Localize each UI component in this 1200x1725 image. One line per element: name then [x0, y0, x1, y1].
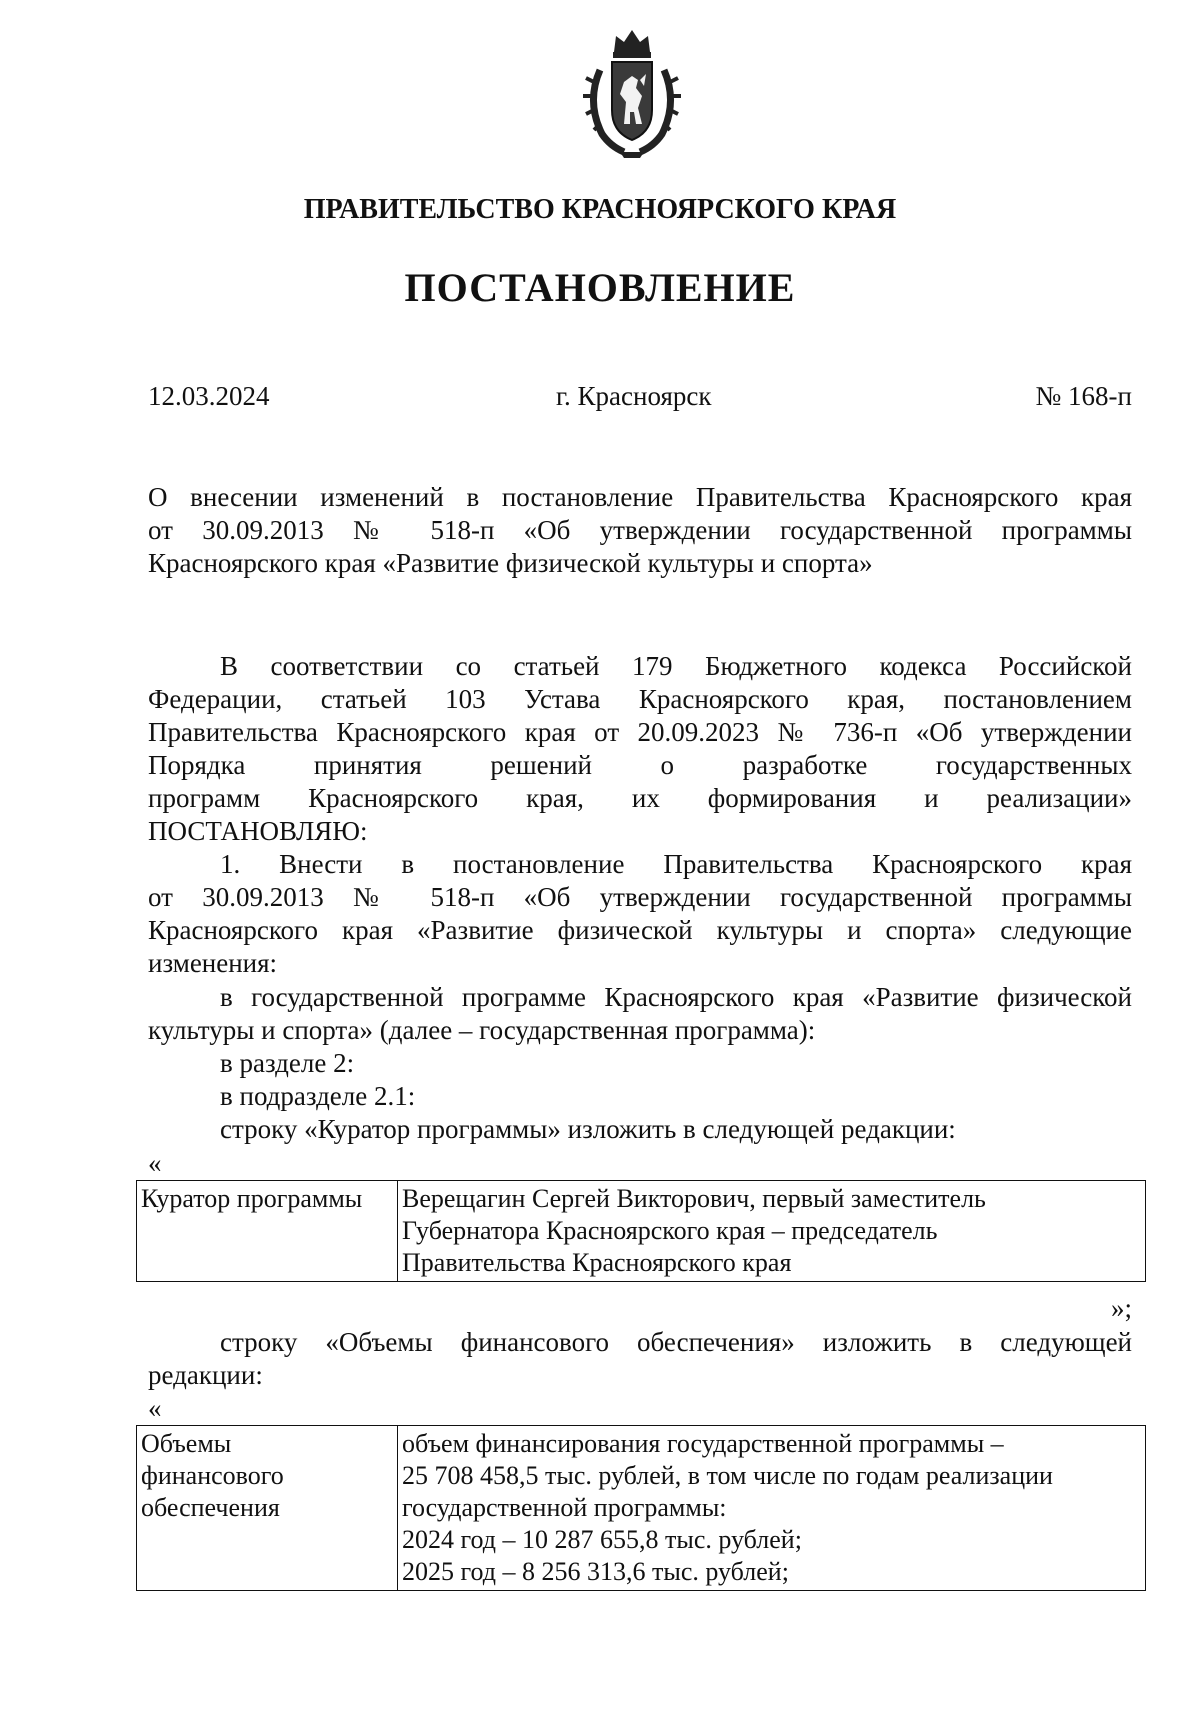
curator-value [398, 1181, 1146, 1282]
curator-value-line: Губернатора Красноярского края – председатель [402, 1216, 938, 1245]
funding-intro-line: редакции: [148, 1360, 263, 1390]
document-city: г. Красноярск [556, 381, 712, 411]
item-1-line: 1. Внести в постановление Правительства Красноярского края [220, 849, 1132, 879]
funding-label [137, 1426, 398, 1591]
item-1-line: изменения: [148, 948, 278, 978]
curator-intro: строку «Куратор программы» изложить в следующей редакции: [220, 1114, 956, 1144]
table-row [137, 1181, 1146, 1282]
coat-of-arms-icon [580, 22, 684, 160]
open-quote: « [148, 1148, 162, 1178]
preamble-line: программ Красноярского края, их формирования и реализации» [148, 783, 1132, 813]
curator-value-line: Правительства Красноярского края [402, 1248, 792, 1277]
title-line: О внесении изменений в постановление Правительства Красноярского края [148, 482, 1132, 512]
document-title [148, 481, 1132, 580]
funding-value-line: 2025 год – 8 256 313,6 тыс. рублей; [402, 1557, 789, 1586]
title-line: от 30.09.2013 № 518-п «Об утверждении государственной программы [148, 515, 1132, 545]
funding-table [136, 1425, 1146, 1591]
curator-label: Куратор программы [137, 1181, 398, 1282]
document-type: ПОСТАНОВЛЕНИЕ [404, 265, 796, 310]
funding-label-line: финансового [141, 1461, 284, 1490]
preamble-line: Порядка принятия решений о разработке государственных [148, 750, 1132, 780]
curator-value-line: Верещагин Сергей Викторович, первый заместитель [402, 1184, 986, 1213]
preamble-line: Правительства Красноярского края от 20.09.2023 № 736-п «Об утверждении [148, 717, 1132, 747]
funding-value-line: 2024 год – 10 287 655,8 тыс. рублей; [402, 1525, 802, 1554]
section-line: в разделе 2: [220, 1048, 355, 1078]
funding-value-line: государственной программы: [402, 1493, 727, 1522]
funding-intro [148, 1326, 1132, 1392]
preamble-line: ПОСТАНОВЛЯЮ: [148, 816, 368, 846]
subsection-line: в подразделе 2.1: [220, 1081, 416, 1111]
item-1-line: Красноярского края «Развитие физической культуры и спорта» следующие [148, 915, 1132, 945]
close-quote: »; [1110, 1293, 1132, 1323]
table-row [137, 1426, 1146, 1591]
preamble-line: В соответствии со статьей 179 Бюджетного кодекса Российской [220, 651, 1132, 681]
program-line: в государственной программе Красноярского края «Развитие физической [220, 982, 1132, 1012]
title-line: Красноярского края «Развитие физической культуры и спорта» [148, 548, 873, 578]
funding-value-line: 25 708 458,5 тыс. рублей, в том числе по годам реализации [402, 1461, 1053, 1490]
program-amendment [148, 981, 1132, 1146]
organization-title: ПРАВИТЕЛЬСТВО КРАСНОЯРСКОГО КРАЯ [303, 194, 897, 225]
preamble-line: Федерации, статьей 103 Устава Красноярского края, постановлением [148, 684, 1132, 714]
funding-intro-line: строку «Объемы финансового обеспечения» изложить в следующей [220, 1327, 1132, 1357]
curator-table [136, 1180, 1146, 1282]
funding-label-line: Объемы [141, 1429, 232, 1458]
funding-value [398, 1426, 1146, 1591]
item-1-line: от 30.09.2013 № 518-п «Об утверждении государственной программы [148, 882, 1132, 912]
open-quote: « [148, 1393, 162, 1423]
funding-value-line: объем финансирования государственной программы – [402, 1429, 1004, 1458]
funding-label-line: обеспечения [141, 1493, 280, 1522]
document-date: 12.03.2024 [148, 381, 270, 411]
document-number: № 168-п [1035, 381, 1132, 411]
item-1 [148, 848, 1132, 980]
program-line: культуры и спорта» (далее – государственная программа): [148, 1015, 816, 1045]
preamble [148, 650, 1132, 848]
